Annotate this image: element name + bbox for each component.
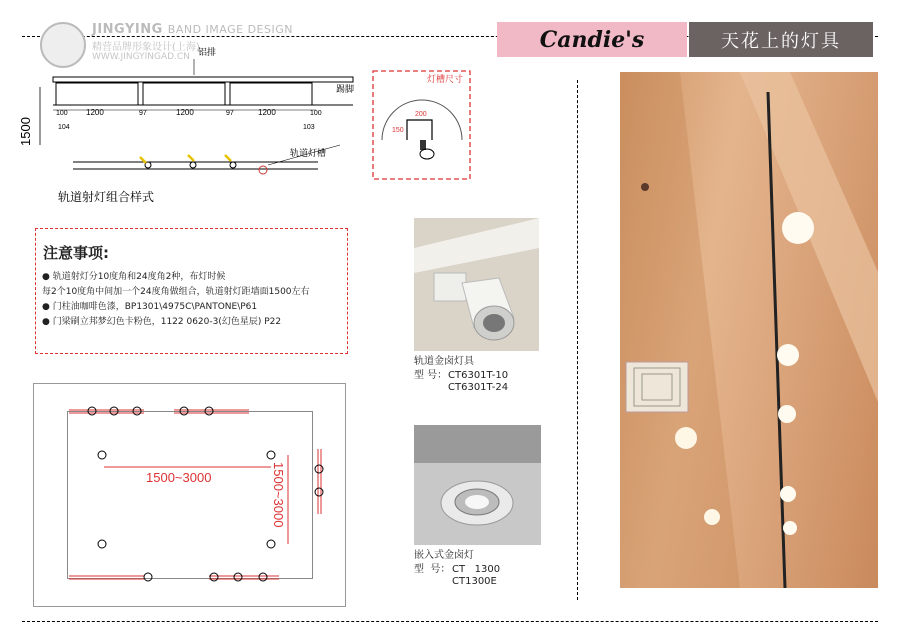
- detail-width: 200: [415, 111, 427, 118]
- ceiling-plan: [33, 383, 346, 607]
- product-model-label: 型 号：: [414, 370, 448, 381]
- ceiling-photo: [620, 72, 878, 588]
- notice-title: 注意事项:: [43, 244, 109, 262]
- notice-line: 每2个10度角中间加一个24度角做组合，轨道射灯距墙面1500左右: [42, 287, 310, 297]
- notice-line: ● 门梁刷立邦梦幻色卡粉色，1122 0620-3(幻色星辰) P22: [42, 317, 282, 327]
- product-name: 嵌入式金卤灯: [414, 550, 474, 561]
- bottom-divider: [22, 621, 878, 622]
- product-model-label: 型 号：: [414, 564, 451, 575]
- gap-label-3: 97: [226, 110, 234, 117]
- product-model: CT1300E: [452, 576, 497, 587]
- page-title: 天花上的灯具: [689, 22, 873, 57]
- detail-label: 灯槽尺寸: [427, 74, 464, 84]
- plan-dim-vertical: 1500~3000: [271, 462, 286, 528]
- product-name: 轨道金卤灯具: [414, 356, 474, 367]
- ceiling-photo-drawing: [620, 72, 878, 588]
- track-label: 轨道灯槽: [290, 148, 327, 158]
- product-model: CT6301T-10: [448, 370, 509, 381]
- brand-cn: 精营品牌形象设计(上海): [92, 42, 200, 53]
- product-image-track-light: [414, 218, 539, 351]
- gap-label-1: 100: [56, 110, 68, 117]
- segment-label-2: 1200: [176, 108, 194, 117]
- gap-label-4: 100: [310, 110, 322, 117]
- plan-symbols: [34, 384, 345, 606]
- product-image-recessed-light: [414, 425, 541, 545]
- brand-url: WWW.JINGYINGAD.CN: [92, 52, 190, 62]
- detail-drawing: [372, 70, 472, 182]
- dim-height-label: 1500: [18, 117, 33, 146]
- brand-name: [92, 22, 293, 37]
- brand-name-text: JINGYING: [92, 22, 163, 37]
- product-model: CT 1300: [452, 564, 501, 575]
- notice-line: ● 轨道射灯分10度角和24度角2种，布灯时候: [42, 272, 226, 282]
- bottom-label-2: 103: [303, 124, 315, 131]
- section-drawing: [18, 45, 370, 205]
- vertical-divider: [577, 80, 578, 600]
- plan-dim-horizontal: 1500~3000: [146, 470, 212, 485]
- bottom-label-1: 104: [58, 124, 70, 131]
- notice-line: ● 门柱油咖啡色漆，BP1301\4975C\PANTONE\P61: [42, 302, 258, 312]
- product-model: CT6301T-24: [448, 382, 509, 393]
- label-top: 铝排: [198, 47, 217, 57]
- label-right: 踢脚: [336, 84, 355, 94]
- section-caption: 轨道射灯组合样式: [58, 190, 155, 204]
- brand-tag: BAND IMAGE DESIGN: [167, 23, 293, 36]
- gap-label-2: 97: [139, 110, 147, 117]
- segment-label-3: 1200: [258, 108, 276, 117]
- segment-label-1: 1200: [86, 108, 104, 117]
- notice-box: [35, 228, 348, 354]
- detail-height: 150: [392, 127, 404, 134]
- candies-logo: Candie's: [497, 22, 687, 57]
